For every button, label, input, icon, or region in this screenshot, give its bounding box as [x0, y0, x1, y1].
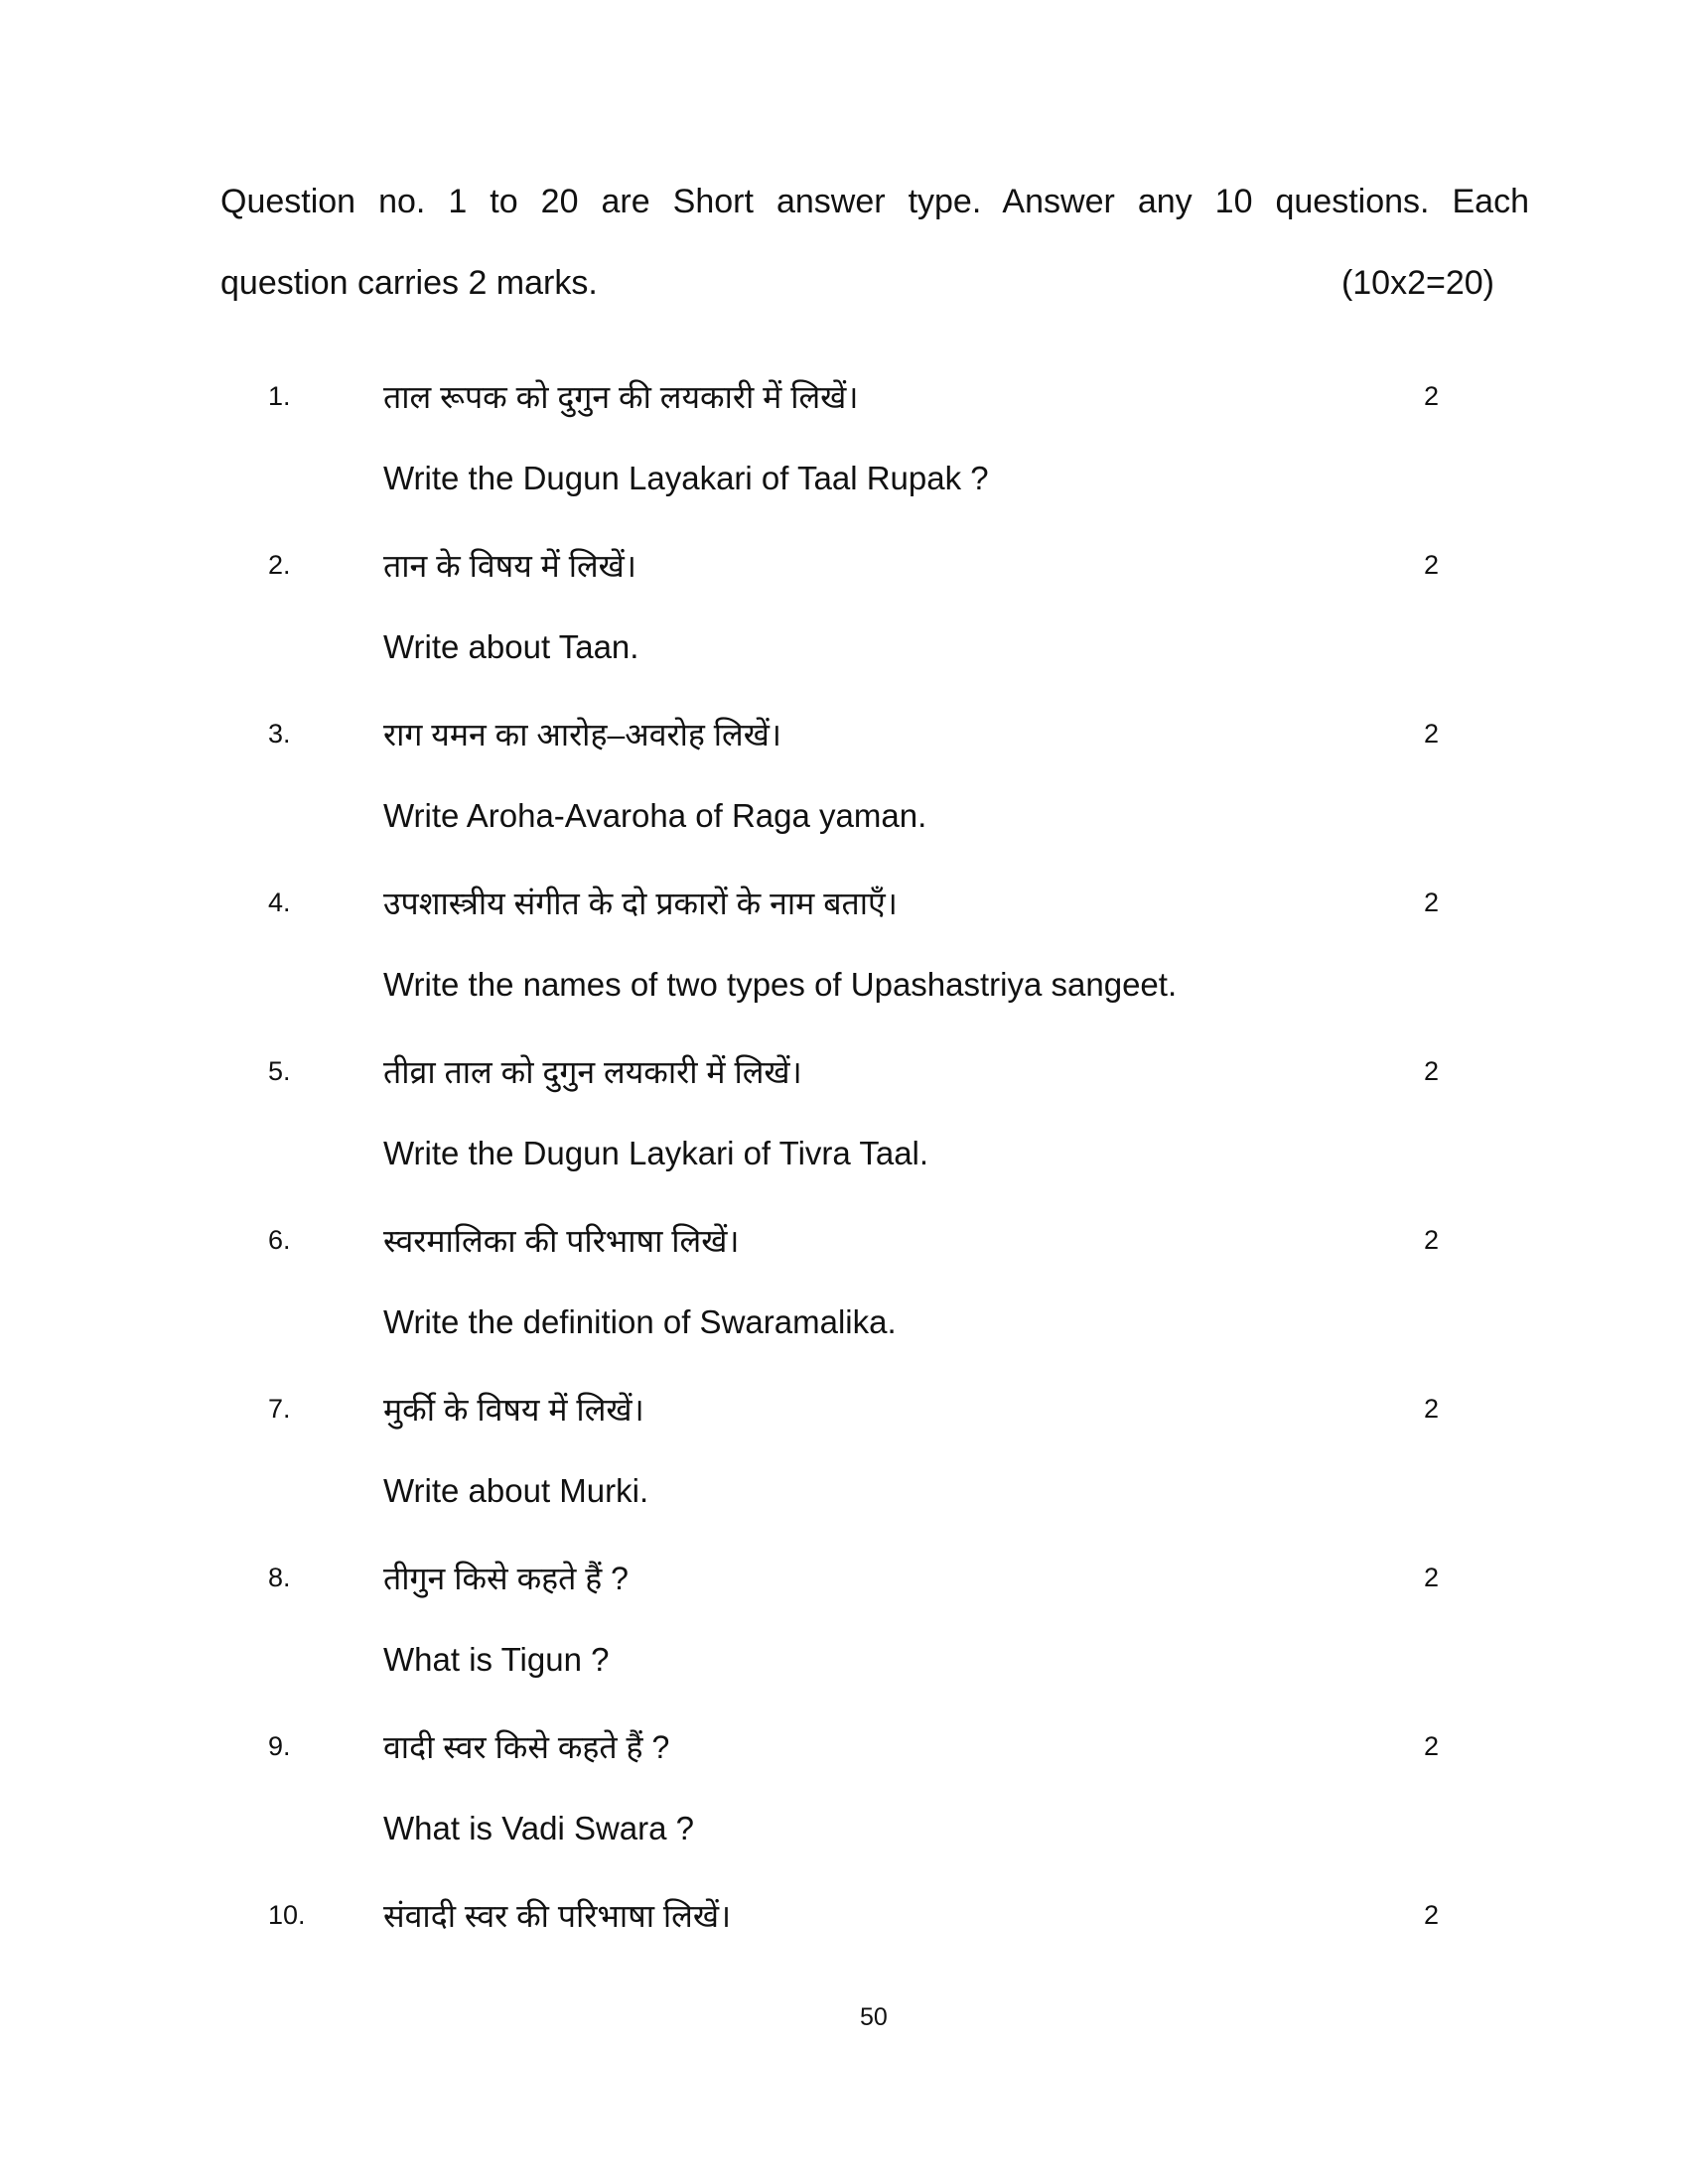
question-text-hindi: ताल रूपक को दुगुन की लयकारी में लिखें।	[383, 379, 859, 415]
question-text-english: Write Aroha-Avaroha of Raga yaman.	[383, 797, 927, 834]
question-marks: 2	[1424, 1563, 1440, 1592]
question-text-hindi: तीव्रा ताल को दुगुन लयकारी में लिखें।	[383, 1054, 802, 1090]
question-item	[0, 1368, 1688, 1452]
question-number: 6.	[268, 1225, 291, 1255]
question-item	[0, 1874, 1688, 1959]
question-text-hindi: वादी स्वर किसे कहते हैं ?	[383, 1729, 670, 1765]
question-marks: 2	[1424, 1394, 1440, 1424]
question-translation	[0, 440, 1688, 524]
question-translation	[0, 609, 1688, 693]
instructions-text: question carries 2 marks.	[220, 264, 598, 302]
question-translation	[0, 1621, 1688, 1706]
question-number: 2.	[268, 550, 291, 580]
question-marks: 2	[1424, 1731, 1440, 1761]
question-text-english: Write the definition of Swaramalika.	[383, 1303, 897, 1340]
question-translation	[0, 1452, 1688, 1537]
question-item	[0, 1030, 1688, 1115]
question-number: 7.	[268, 1394, 291, 1424]
question-number: 1.	[268, 381, 291, 411]
marks-scheme: (10x2=20)	[1340, 264, 1494, 302]
question-item	[0, 1199, 1688, 1284]
question-text-english: Write about Murki.	[383, 1472, 649, 1509]
question-number: 10.	[268, 1900, 306, 1930]
question-text-english: What is Vadi Swara ?	[383, 1810, 695, 1846]
question-translation	[0, 1284, 1688, 1368]
question-text-english: Write about Taan.	[383, 628, 639, 665]
question-text-english: What is Tigun ?	[383, 1641, 610, 1678]
question-translation	[0, 1790, 1688, 1874]
question-item	[0, 1706, 1688, 1790]
question-item	[0, 524, 1688, 609]
question-marks: 2	[1424, 1900, 1440, 1930]
question-marks: 2	[1424, 550, 1440, 580]
question-text-hindi: तीगुन किसे कहते हैं ?	[383, 1561, 629, 1596]
question-translation	[0, 777, 1688, 862]
question-item	[0, 862, 1688, 946]
question-text-hindi: तान के विषय में लिखें।	[383, 548, 636, 584]
question-item	[0, 355, 1688, 440]
question-text-hindi: स्वरमालिका की परिभाषा लिखें।	[383, 1223, 740, 1259]
instructions-line-2	[220, 264, 1529, 303]
question-marks: 2	[1424, 719, 1440, 749]
question-text-hindi: संवादी स्वर की परिभाषा लिखें।	[383, 1898, 732, 1934]
page-number: 50	[860, 2003, 888, 2031]
question-text-english: Write the Dugun Laykari of Tivra Taal.	[383, 1135, 929, 1171]
question-marks: 2	[1424, 1225, 1440, 1255]
question-translation	[0, 946, 1688, 1030]
question-text-hindi: उपशास्त्रीय संगीत के दो प्रकारों के नाम बताएँ।	[383, 886, 898, 921]
question-text-hindi: राग यमन का आरोह–अवरोह लिखें।	[383, 717, 782, 752]
question-number: 8.	[268, 1563, 291, 1592]
question-text-hindi: मुर्की के विषय में लिखें।	[383, 1392, 644, 1428]
question-number: 5.	[268, 1056, 291, 1086]
question-marks: 2	[1424, 381, 1440, 411]
question-marks: 2	[1424, 887, 1440, 917]
question-marks: 2	[1424, 1056, 1440, 1086]
question-translation	[0, 1115, 1688, 1199]
question-item	[0, 693, 1688, 777]
question-item	[0, 1537, 1688, 1621]
question-list	[0, 355, 1688, 1959]
question-number: 3.	[268, 719, 291, 749]
question-text-english: Write the Dugun Layakari of Taal Rupak ?	[383, 460, 989, 496]
question-number: 9.	[268, 1731, 291, 1761]
question-text-english: Write the names of two types of Upashastriya sangeet.	[383, 966, 1178, 1003]
instructions-line-1: Question no. 1 to 20 are Short answer type. Answer any 10 questions. Each	[220, 183, 1529, 220]
question-number: 4.	[268, 887, 291, 917]
